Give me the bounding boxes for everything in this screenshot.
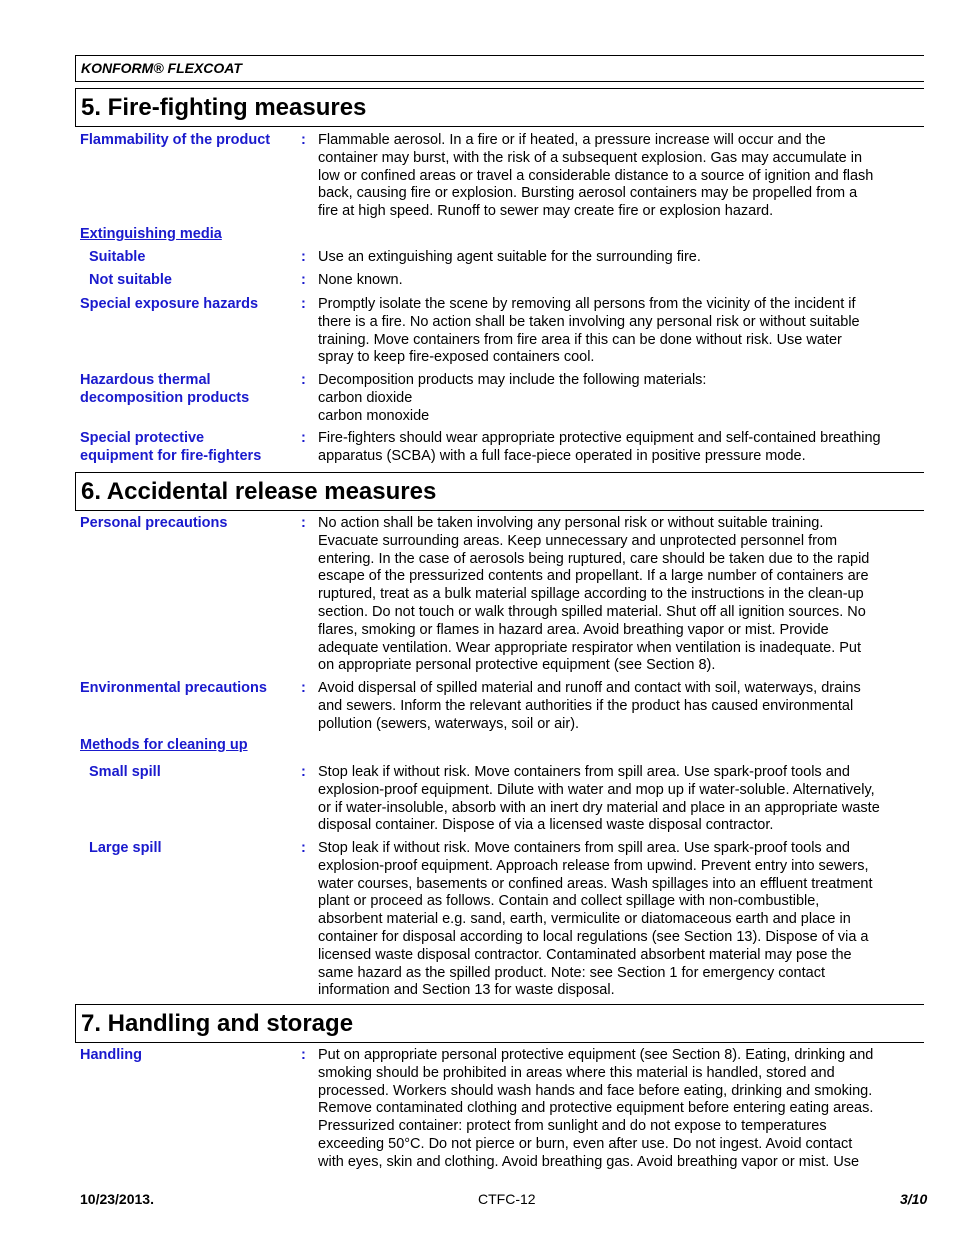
personal-precautions-label: Personal precautions <box>80 515 228 531</box>
environmental-precautions-label: Environmental precautions <box>80 680 267 696</box>
handling-value: Put on appropriate personal protective equipment (see Section 8). Eating, drinking and smoking should be prohibited in areas where this material is handled, stored and processed. Workers should wash hands and face before eating, drinking and smoking. Remove contaminated clothing and protective equipment before entering eating areas. Pressurized container: protect from sunlight and do not expose to temperatures exceeding 50°C. Do not pierce or burn, even after use. Do not ingest. Avoid contact with eyes, skin and clothing. Avoid breathing gas. Avoid breathing vapor or mist. Use <box>318 1047 874 1170</box>
colon: : <box>301 515 306 531</box>
personal-precautions-value: No action shall be taken involving any personal risk or without suitable training. Evacuate surrounding areas. Keep unnecessary and unprotected personnel from entering. In the case of aerosols being ruptured, care should be taken due to the rapid escape of the pressurized contents and propellant. If a large number of containers are ruptured, treat as a bulk material spillage according to the instructions in the clean-up section. Do not touch or walk through spilled material. Shut off all ignition sources. No flares, smoking or flames in hazard area. Avoid breathing vapor or mist. Provide adequate ventilation. Wear appropriate respirator when ventilation is inadequate. Put on appropriate personal protective equipment (see Section 8). <box>318 515 870 674</box>
colon: : <box>301 272 306 288</box>
product-header <box>75 55 924 82</box>
not-suitable-label: Not suitable <box>89 272 172 288</box>
colon: : <box>301 249 306 265</box>
methods-cleaning-label: Methods for cleaning up <box>80 737 248 753</box>
section-5-title: 5. Fire-fighting measures <box>81 94 367 121</box>
colon: : <box>301 1047 306 1063</box>
colon: : <box>301 764 306 780</box>
flammability-label: Flammability of the product <box>80 132 271 148</box>
flammability-value: Flammable aerosol. In a fire or if heated, a pressure increase will occur and the container may burst, with the risk of a subsequent explosion. Gas may accumulate in low or confined areas or travel a considerable distance to a source of ignition and flash back, causing fire or explosion. Bursting aerosol containers may be propelled from a fire at high speed. Runoff to sewer may create fire or explosion hazard. <box>318 132 874 220</box>
special-exposure-label: Special exposure hazards <box>80 296 259 312</box>
colon: : <box>301 132 306 148</box>
large-spill-value: Stop leak if without risk. Move containers from spill area. Use spark-proof tools and explosion-proof equipment. Approach release from upwind. Prevent entry into sewers, water courses, basements or confined areas. Wash spillages into an effluent treatment plant or proceed as follows. Contain and collect spillage with non-combustible, absorbent material e.g. sand, earth, vermiculite or diatomaceous earth and place in container for disposal according to local regulations (see Section 13). Dispose of via a licensed waste disposal contractor. Contaminated absorbent material may pose the same hazard as the spilled product. Note: see Section 1 for emergency contact information and Section 13 for waste disposal. <box>318 840 873 999</box>
section-7-heading <box>75 1004 924 1043</box>
section-6-heading <box>75 472 924 511</box>
colon: : <box>301 840 306 856</box>
hazardous-thermal-value: Decomposition products may include the following materials: carbon dioxide carbon monoxide <box>318 372 707 424</box>
not-suitable-value: None known. <box>318 272 403 288</box>
special-protective-value: Fire-fighters should wear appropriate protective equipment and self-contained breathing apparatus (SCBA) with a full face-piece operated in positive pressure mode. <box>318 430 881 464</box>
colon: : <box>301 430 306 446</box>
colon: : <box>301 372 306 388</box>
special-protective-label: Special protective equipment for fire-fighters <box>80 430 262 464</box>
environmental-precautions-value: Avoid dispersal of spilled material and runoff and contact with soil, waterways, drains and sewers. Inform the relevant authorities if the product has caused environmental pollution (sewers, waterways, soil or air). <box>318 680 861 732</box>
product-name: KONFORM® FLEXCOAT <box>81 60 242 76</box>
section-6-title: 6. Accidental release measures <box>81 478 437 505</box>
section-7-title: 7. Handling and storage <box>81 1010 354 1037</box>
extinguishing-media-label: Extinguishing media <box>80 226 222 242</box>
suitable-label: Suitable <box>89 249 146 265</box>
small-spill-label: Small spill <box>89 764 161 780</box>
footer-page-number: 3/10 <box>900 1191 928 1207</box>
large-spill-label: Large spill <box>89 840 162 856</box>
section-5-heading <box>75 88 924 127</box>
suitable-value: Use an extinguishing agent suitable for the surrounding fire. <box>318 249 701 265</box>
small-spill-value: Stop leak if without risk. Move containers from spill area. Use spark-proof tools and explosion-proof equipment. Dilute with water and mop up if water-soluble. Alternatively, or if water-insoluble, absorb with an inert dry material and place in an appropriate waste disposal container. Dispose of via a licensed waste disposal contractor. <box>318 764 880 834</box>
special-exposure-value: Promptly isolate the scene by removing all persons from the vicinity of the incident if there is a fire. No action shall be taken involving any personal risk or without suitable training. Move containers from fire area if this can be done without risk. Use water spray to keep fire-exposed containers cool. <box>318 296 860 366</box>
handling-label: Handling <box>80 1047 143 1063</box>
footer-date: 10/23/2013. <box>80 1191 154 1207</box>
colon: : <box>301 296 306 312</box>
footer-code: CTFC-12 <box>478 1191 536 1207</box>
colon: : <box>301 680 306 696</box>
hazardous-thermal-label: Hazardous thermal decomposition products <box>80 372 250 406</box>
